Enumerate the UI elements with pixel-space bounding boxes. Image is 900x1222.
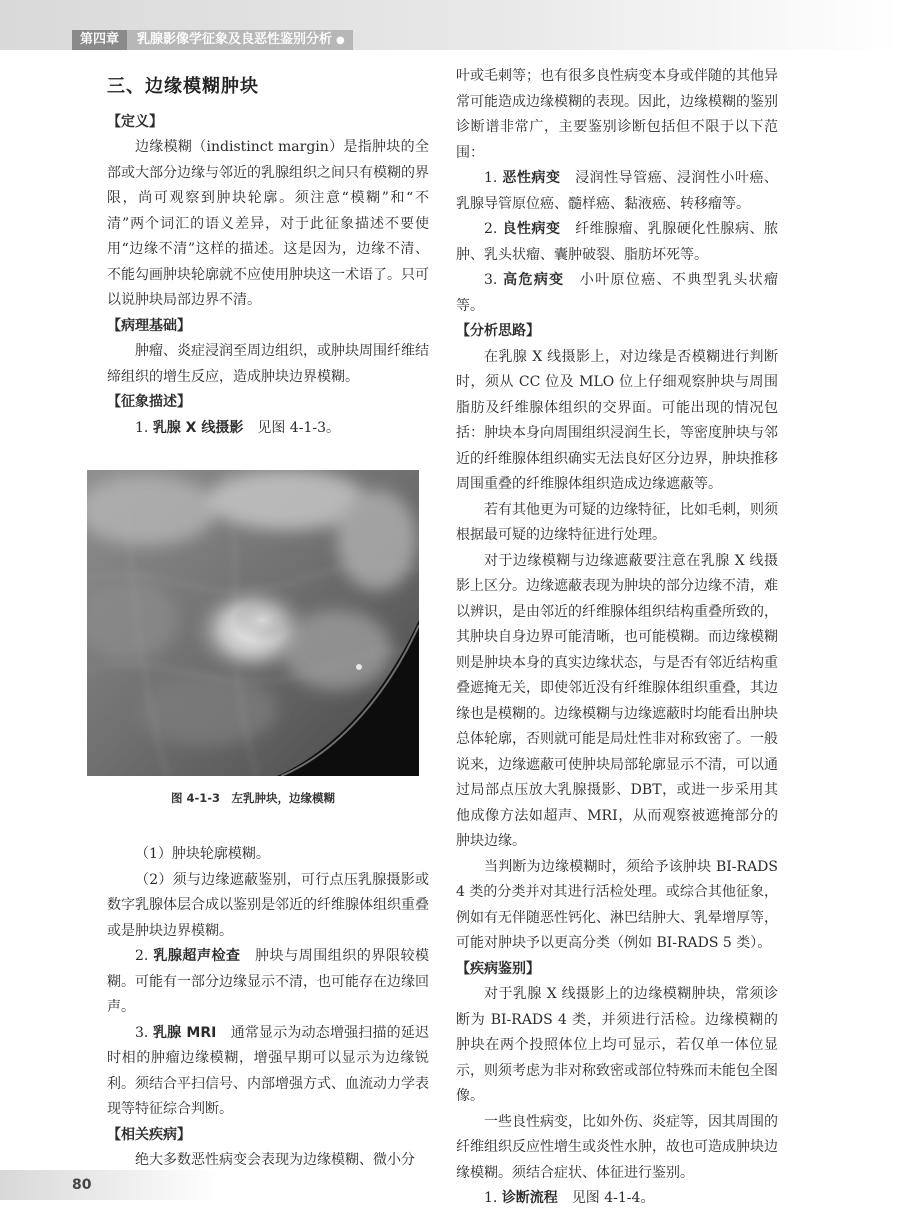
header-label: [72, 30, 353, 50]
differential-paragraph: 对于乳腺 X 线摄影上的边缘模糊肿块，常须诊断为 BI-RADS 4 类，并须进行活检。边缘模糊的肿块在两个投照体位上均可显示，若仅单一体位显示，则须考虑为非对称致密或部位特殊而未能包全图像。: [456, 986, 778, 1104]
flow-text: 见图 4-1-4。: [571, 1190, 655, 1206]
analysis-paragraph: 若有其他更为可疑的边缘特征，比如毛刺，则须根据最可疑的边缘特征进行处理。: [456, 501, 778, 543]
flow-num: 1.: [484, 1190, 498, 1206]
analysis-paragraph: 对于边缘模糊与边缘遮蔽要注意在乳腺 X 线摄影上区分。边缘遮蔽表现为肿块的部分边缘不清，难以辨识，是由邻近的纤维腺体组织结构重叠所致的，其肿块自身边界可能清晰，也可能模糊。而边缘模糊则是肿块本身的真实边缘状态，与是否有邻近结构重叠遮掩无关，即使邻近没有纤维腺体组织重叠，其边缘也是模糊的。边缘模糊与边缘遮蔽时均能看出肿块总体轮廓，否则就可能是局灶性非对称致密了。一般说来，边缘遮蔽可使肿块局部轮廓显示不清，可以通过局部点压放大乳腺摄影、DBT，或进一步采用其他成像方法如超声、MRI，从而观察被遮掩部分的肿块边缘。: [456, 552, 778, 849]
ultrasound-item: [107, 944, 429, 1021]
mri-item: [107, 1021, 429, 1123]
sign-title: 【征象描述】: [107, 394, 191, 410]
definition-text: 边缘模糊（indistinct margin）是指肿块的全部或大部分边缘与邻近的乳腺组织之间只有模糊的界限，尚可观察到肿块轮廓。须注意“模糊”和“不清”两个词汇的语义差异，对于此征象描述不要使用“边缘不清”这样的描述。这是因为，边缘不清、不能勾画肿块轮廓就不应使用肿块这一术语了。只可以说肿块局部边界不清。: [107, 139, 429, 308]
us-text: 肿块与周围组织的界限较模糊。可能有一部分边缘显示不清，也可能存在边缘回声。: [107, 948, 430, 1015]
left-column: [107, 64, 429, 441]
definition-title: 【定义】: [107, 113, 163, 130]
us-label: 乳腺超声检查: [153, 948, 241, 964]
section-heading: 三、边缘模糊肿块: [107, 76, 259, 97]
left-column-lower: [107, 842, 429, 1174]
malignant-item: [456, 166, 778, 217]
flow-item: [456, 1186, 778, 1212]
bullet-dot-icon: ●: [336, 35, 345, 46]
chapter-title: [127, 30, 353, 50]
risk-label: 高危病变: [503, 272, 565, 288]
chapter-title-text: 乳腺影像学征象及良恶性鉴别分析: [137, 32, 333, 47]
benign-item: [456, 217, 778, 268]
us-num: 2.: [135, 948, 149, 964]
ben-label: 良性病变: [502, 221, 561, 237]
pathology-text: 肿瘤、炎症浸润至周边组织，或肿块周围纤维结缔组织的增生反应，造成肿块边界模糊。: [107, 343, 429, 385]
differential-title: 【疾病鉴别】: [456, 960, 540, 977]
xray-item: [107, 416, 429, 442]
related-title: 【相关疾病】: [107, 1126, 191, 1143]
right-column: [456, 64, 778, 1212]
risk-text: 小叶原位癌、不典型乳头状瘤等。: [456, 272, 778, 314]
xray-text: 见图 4-1-3。: [257, 419, 340, 436]
risk-num: 3.: [484, 272, 498, 288]
high-risk-item: [456, 268, 778, 319]
list-item: （2）须与边缘遮蔽鉴别，可行点压乳腺摄影或数字乳腺体层合成以鉴别是邻近的纤维腺体组织重叠或是肿块边界模糊。: [107, 871, 429, 939]
mal-text: 浸润性导管癌、浸润性小叶癌、乳腺导管原位癌、髓样癌、黏液癌、转移瘤等。: [456, 170, 779, 212]
figure-caption: 图 4-1-3 左乳肿块，边缘模糊: [170, 791, 336, 805]
related-text: 绝大多数恶性病变会表现为边缘模糊、微小分: [135, 1152, 415, 1168]
page-number: 80: [72, 1177, 92, 1193]
mal-num: 1.: [484, 170, 498, 186]
ben-num: 2.: [484, 221, 498, 237]
mri-label: 乳腺 MRI: [153, 1024, 217, 1041]
analysis-title: 【分析思路】: [456, 323, 540, 339]
continued-text: 叶或毛刺等；也有很多良性病变本身或伴随的其他异常可能造成边缘模糊的表现。因此，边缘模糊的鉴别诊断谱非常广，主要鉴别诊断包括但不限于以下范围：: [456, 68, 778, 161]
xray-label: 乳腺 X 线摄影: [152, 419, 244, 436]
pathology-title: 【病理基础】: [107, 317, 191, 334]
chapter-label: 第四章: [72, 30, 127, 50]
running-header: [0, 0, 900, 50]
mal-label: 恶性病变: [502, 170, 561, 186]
differential-paragraph: 一些良性病变，比如外伤、炎症等，因其周围的纤维组织反应性增生或炎性水肿，故也可造成肿块边缘模糊。须结合症状、体征进行鉴别。: [456, 1113, 778, 1181]
analysis-paragraph: 在乳腺 X 线摄影上，对边缘是否模糊进行判断时，须从 CC 位及 MLO 位上仔细观察肿块与周围脂肪及纤维腺体组织的交界面。可能出现的情况包括：肿块本身向周围组织浸润生长，等密度肿块与邻近的纤维腺体组织确实无法良好区分边界，肿块推移周围重叠的纤维腺体组织造成边缘遮蔽等。: [456, 348, 778, 492]
ben-text: 纤维腺瘤、乳腺硬化性腺病、脓肿、乳头状瘤、囊肿破裂、脂肪坏死等。: [456, 221, 779, 263]
flow-label: 诊断流程: [501, 1190, 558, 1206]
analysis-paragraph: 当判断为边缘模糊时，须给予该肿块 BI-RADS 4 类的分类并对其进行活检处理。或综合其他征象，例如有无伴随恶性钙化、淋巴结肿大、乳晕增厚等，可能对肿块予以更高分类（例如 BI-RADS 5 类）。: [456, 858, 778, 951]
xray-num: 1.: [135, 419, 149, 436]
list-item: （1）肿块轮廓模糊。: [135, 846, 270, 862]
mammogram-image: [87, 470, 419, 776]
page-footer: [0, 1170, 220, 1200]
mri-text: 通常显示为动态增强扫描的延迟时相的肿瘤边缘模糊，增强早期可以显示为边缘锐利。须结合平扫信号、内部增强方式、血流动力学表现等特征综合判断。: [107, 1024, 430, 1117]
mri-num: 3.: [135, 1024, 149, 1041]
